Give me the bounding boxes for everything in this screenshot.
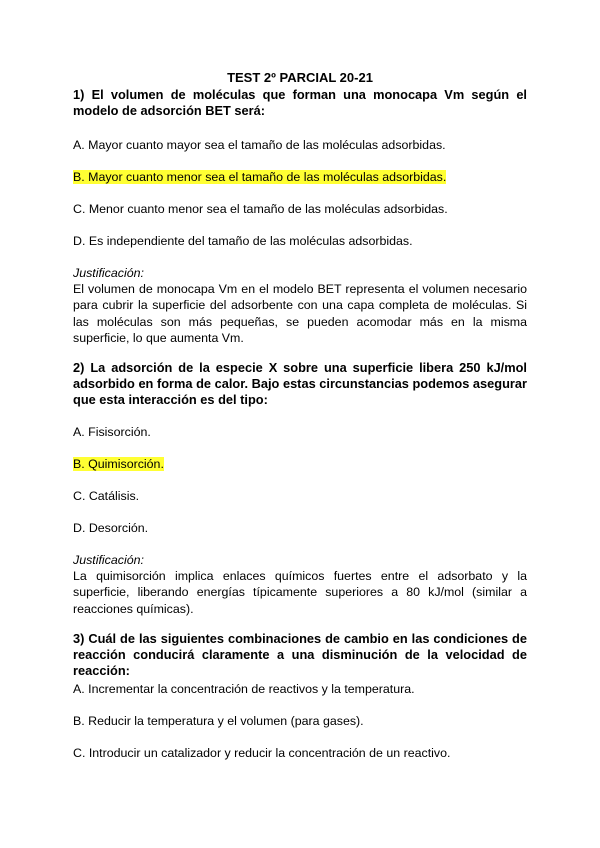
question-3-option-a: A. Incrementar la concentración de reactivos y la temperatura.: [73, 682, 415, 696]
justification-label: Justificación:: [73, 553, 144, 567]
correct-answer-highlight: B. Mayor cuanto menor sea el tamaño de las moléculas adsorbidas.: [73, 170, 447, 184]
question-1-prompt: 1) El volumen de moléculas que forman una monocapa Vm según el modelo de adsorción BET será:: [73, 87, 527, 119]
correct-answer-highlight: B. Quimisorción.: [73, 457, 164, 471]
question-2-option-a: A. Fisisorción.: [73, 425, 151, 439]
question-1-option-c: C. Menor cuanto menor sea el tamaño de las moléculas adsorbidas.: [73, 202, 448, 216]
question-2-option-b: [73, 456, 527, 472]
question-1-option-b: [73, 169, 527, 185]
justification-text: El volumen de monocapa Vm en el modelo BET representa el volumen necesario para cubrir la superficie del adsorbente con una capa completa de moléculas. Si las moléculas son más pequeñas, se pueden acomodar más en la misma superficie, lo que aumenta Vm.: [73, 282, 527, 345]
question-3-option-b: B. Reducir la temperatura y el volumen (para gases).: [73, 714, 364, 728]
question-2-prompt: 2) La adsorción de la especie X sobre una superficie libera 250 kJ/mol adsorbido en forma de calor. Bajo estas circunstancias podemos asegurar que esta interacción es del tipo:: [73, 360, 527, 408]
question-1-option-d: D. Es independiente del tamaño de las moléculas adsorbidas.: [73, 234, 413, 248]
question-3-prompt: 3) Cuál de las siguientes combinaciones de cambio en las condiciones de reacción conducirá claramente a una disminución de la velocidad de reacción:: [73, 631, 527, 679]
question-2-option-d: D. Desorción.: [73, 521, 149, 535]
question-2-justification: [73, 552, 527, 617]
page-title: TEST 2º PARCIAL 20-21: [227, 70, 373, 85]
question-2-option-c: C. Catálisis.: [73, 489, 140, 503]
question-3-option-c: C. Introducir un catalizador y reducir la concentración de un reactivo.: [73, 746, 451, 760]
question-1-option-a: A. Mayor cuanto mayor sea el tamaño de las moléculas adsorbidas.: [73, 138, 446, 152]
question-1-justification: [73, 265, 527, 346]
justification-label: Justificación:: [73, 266, 144, 280]
justification-text: La quimisorción implica enlaces químicos fuertes entre el adsorbato y la superficie, liberando energías típicamente superiores a 80 kJ/mol (similar a reacciones químicas).: [73, 569, 527, 616]
